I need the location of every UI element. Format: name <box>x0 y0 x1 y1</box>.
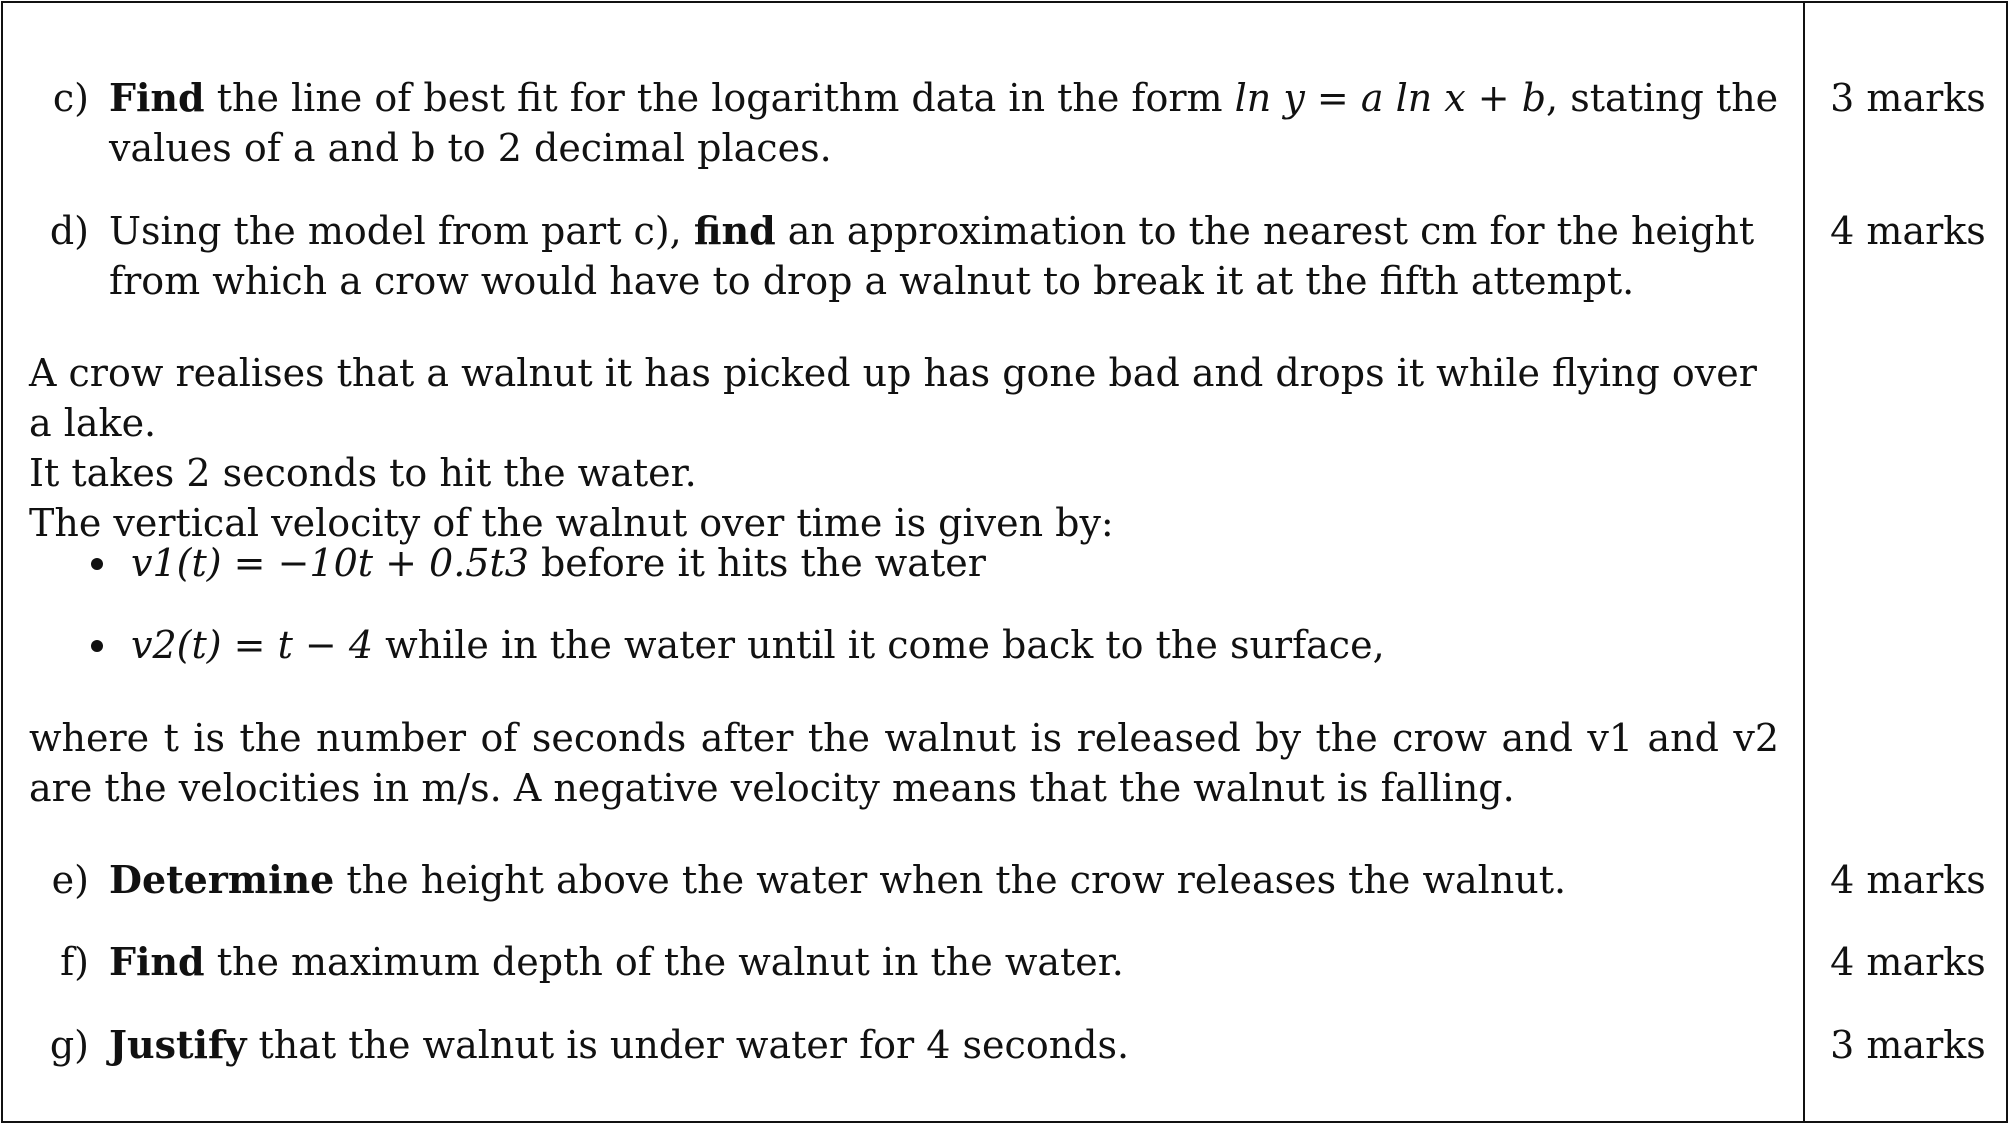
v1-equation: v1(t) = −10t + 0.5t3 <box>131 541 529 585</box>
part-c-label: c) <box>52 76 89 120</box>
v2-equation: v2(t) = t − 4 <box>131 623 374 667</box>
part-f-text: Find the maximum depth of the walnut in the water. <box>109 939 1124 984</box>
part-g-command-word: Justify <box>109 1022 247 1067</box>
context-paragraph <box>29 348 1779 548</box>
part-d-text: Using the model from part c), find an approximation to the nearest cm for the height from which a crow would have to drop a walnut to break it at the fifth attempt. <box>109 208 1755 303</box>
part-e-label: e) <box>51 858 89 902</box>
context-line-3: The vertical velocity of the walnut over time is given by: <box>29 501 1114 545</box>
part-e-marks: 4 marks <box>1830 858 1986 902</box>
part-e-text: Determine the height above the water when the crow releases the walnut. <box>109 857 1567 902</box>
question-box: c) Find the line of best fit for the logarithm data in the form ln y = a ln x + b, stating the values of a and b to 2 decimal places. 3 marks d) Using the model from part c), find an approximation to the nearest cm for the height from which a crow would have to drop a walnut to break it at the fifth attempt. 4 marks A crow realises that a walnut it has picked up has gone bad and drops it while flying over a lake. It takes 2 seconds to hit the water. The vertical velocity of the walnut over time is given by: v1(t) = −10t + 0.5t3 before it hits the water v2(t) = t − 4 while in the water until it come back to the surface, where t is the number of seconds after the walnut is released by the crow and v1 and v2 are the velocities in m/s. A negative velocity means that the walnut is falling. e) Determine the height above the water when the crow releases the walnut. 4 marks f) Find the maximum depth of the walnut in the water. 4 marks g) Justify that the walnut is under water for 4 seconds. 3 marks <box>1 1 2008 1123</box>
part-d-marks: 4 marks <box>1830 209 1986 253</box>
part-c-command-word: Find <box>109 75 205 120</box>
part-d-command-word: find <box>693 208 776 253</box>
part-d-label: d) <box>49 209 89 253</box>
part-c-equation: ln y = a ln x + b <box>1234 76 1547 120</box>
part-g-label: g) <box>49 1023 89 1067</box>
context-line-1: A crow realises that a walnut it has picked up has gone bad and drops it while flying over a lake. <box>29 351 1757 445</box>
part-c-text: Find the line of best fit for the logarithm data in the form ln y = a ln x + b, stating the values of a and b to 2 decimal places. <box>109 75 1779 170</box>
bullet-icon <box>91 558 103 570</box>
part-e-command-word: Determine <box>109 857 335 902</box>
marks-column-divider <box>1803 3 1805 1121</box>
definitions-paragraph: where t is the number of seconds after the walnut is released by the crow and v1 and v2 are the velocities in m/s. A negative velocity means that the walnut is falling. <box>29 716 1779 810</box>
part-c-marks: 3 marks <box>1830 76 1986 120</box>
part-g-marks: 3 marks <box>1830 1023 1986 1067</box>
part-g-text: Justify that the walnut is under water for 4 seconds. <box>109 1022 1130 1067</box>
bullet-icon <box>91 640 103 652</box>
part-f-command-word: Find <box>109 939 205 984</box>
part-f-label: f) <box>60 940 89 984</box>
part-f-marks: 4 marks <box>1830 940 1986 984</box>
context-line-2: It takes 2 seconds to hit the water. <box>29 451 697 495</box>
